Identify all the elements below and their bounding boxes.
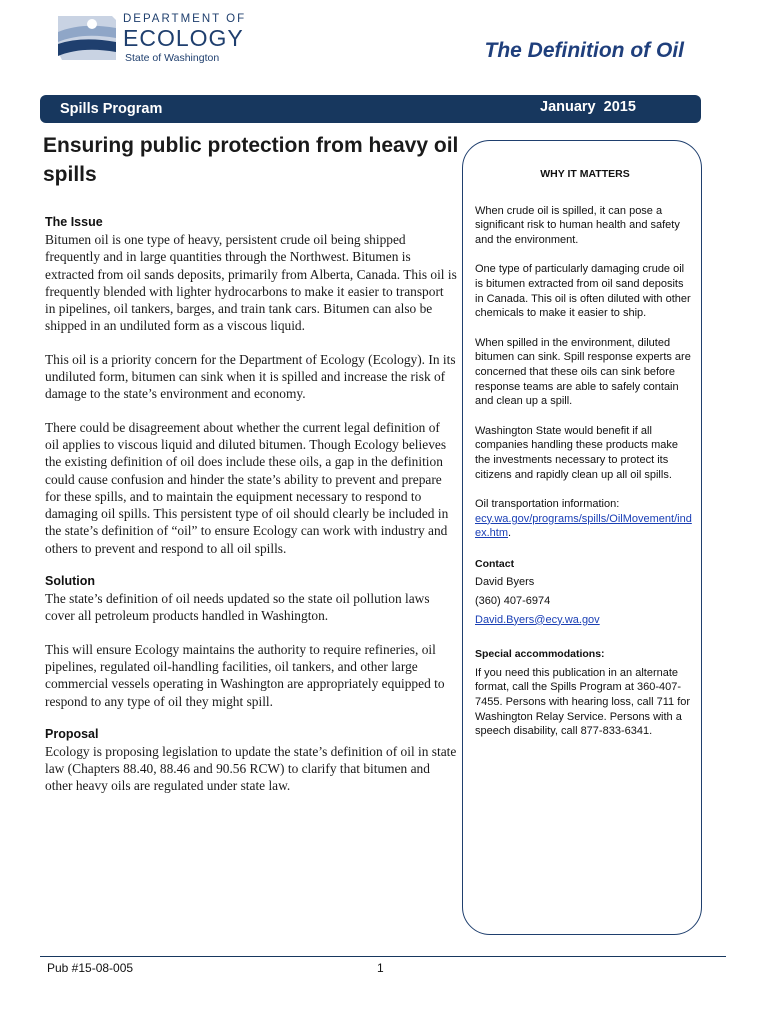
issue-paragraph-3: There could be disagreement about whether the current legal definition of oil applies to viscous liquid and diluted bitumen. Though Ecology believes the existing definition of oil does include these oils, a gap in the definition could cause confusion and hinder the state’s ability to prevent and prepare for these spills, and to maintain the equipment necessary to respond to damaging oil spills. This persistent type of oil should clearly be included in the state’s definition of “oil” to ensure Ecology can work with industry and others to prevent and respond to all oil spills. <box>45 419 449 556</box>
sidebar-paragraph-2: One type of particularly damaging crude oil is bitumen extracted from oil sand deposits in Canada. This oil is often diluted with other chemicals to make it easier to ship. <box>475 263 691 320</box>
contact-name: David Byers <box>475 576 535 589</box>
main-column <box>45 214 457 811</box>
footer-divider <box>40 956 726 957</box>
sidebar-paragraph-1: When crude oil is spilled, it can pose a significant risk to human health and safety and the environment. <box>475 204 680 246</box>
transport-label: Oil transportation information: <box>475 498 620 511</box>
publication-date: January 2015 <box>540 99 636 115</box>
contact-phone: (360) 407-6974 <box>475 595 551 608</box>
document-title: The Definition of Oil <box>484 39 684 62</box>
solution-paragraph-2: This will ensure Ecology maintains the authority to require refineries, oil pipelines, regulated oil-handling facilities, oil tankers, and other large commercial vessels operating in Washington are appropriately equipped to respond to any type of oil they might spill. <box>45 641 445 709</box>
page-number: 1 <box>377 961 384 975</box>
transport-link[interactable]: ecy.wa.gov/programs/spills/OilMovement/index.htm <box>475 512 692 540</box>
accommodations-text: If you need this publication in an alternate format, call the Spills Program at 360-407-7455. Persons with hearing loss, call 711 for Washington Relay Service. Persons with a speech disability, call 877-833-6341. <box>475 666 691 738</box>
proposal-paragraph-1: Ecology is proposing legislation to update the state’s definition of oil in state law (Chapters 88.40, 88.46 and 90.56 RCW) to clarify that bitumen and other heavy oils are regulated under state law. <box>45 743 457 794</box>
headline: Ensuring public protection from heavy oil spills <box>43 134 459 186</box>
proposal-heading: Proposal <box>45 726 99 741</box>
sidebar-title: WHY IT MATTERS <box>540 168 630 180</box>
issue-paragraph-2: This oil is a priority concern for the Department of Ecology (Ecology). In its undiluted form, bitumen can sink when it is spilled and increase the risk of damage to the state’s environment and economy. <box>45 351 456 402</box>
logo-ecology: ECOLOGY <box>123 25 244 51</box>
contact-email-link[interactable]: David.Byers@ecy.wa.gov <box>475 613 600 626</box>
contact-heading: Contact <box>475 557 515 570</box>
issue-heading: The Issue <box>45 215 103 229</box>
issue-paragraph-1: Bitumen oil is one type of heavy, persistent crude oil being shipped frequently and in large quantities through the Northwest. Bitumen is extracted from oil sands deposits, primarily from Alberta, Canada. This oil is frequently blended with lighter hydrocarbons to make it easier to transport in pipelines, oil tankers, barges, and train tank cars. Bitumen can also be shipped in an undiluted form as a viscous liquid. <box>45 232 457 334</box>
publication-number: Pub #15-08-005 <box>47 961 134 975</box>
sidebar-paragraph-4: Washington State would benefit if all companies handling these products make the investments necessary to protect its citizens and rapidly clean up all oil spills. <box>475 424 679 481</box>
accommodations-heading: Special accommodations: <box>475 648 605 661</box>
program-name: Spills Program <box>60 101 163 117</box>
sidebar-content: WHY IT MATTERS When crude oil is spilled, it can pose a significant risk to human health and safety and the environment. One type of particularly damaging crude oil is bitumen extracted from oil sand deposits in Canada. This oil is often diluted with other chemicals to make it easier to ship. When spilled in the environment, diluted bitumen can sink. Spill response experts are concerned that these oils can sink before response teams are able to safely contain and clean up a spill. Washington State would benefit if all companies handling these products make the investments necessary to protect its citizens and rapidly clean up all oil spills. Oil transportation information: ecy.wa.gov/programs/spills/OilMovement/index.htm. Contact David Byers (360) 407-6974 David.Byers@ecy.wa.gov Special accommodations: If you need this publication in an alternate format, call the Spills Program at 360-407-7455. Persons with hearing loss, call 711 for Washington Relay Service. Persons with a speech disability, call 877-833-6341. <box>475 167 695 754</box>
logo-department: DEPARTMENT OF <box>123 13 247 25</box>
solution-heading: Solution <box>45 574 95 589</box>
sidebar-paragraph-3: When spilled in the environment, diluted bitumen can sink. Spill response experts are concerned that these oils can sink before response teams are able to safely contain and clean up a spill. <box>475 336 691 408</box>
solution-paragraph-1: The state’s definition of oil needs updated so the state oil pollution laws cover all petroleum products handled in Washington. <box>45 591 430 624</box>
logo-state: State of Washington <box>125 52 220 64</box>
